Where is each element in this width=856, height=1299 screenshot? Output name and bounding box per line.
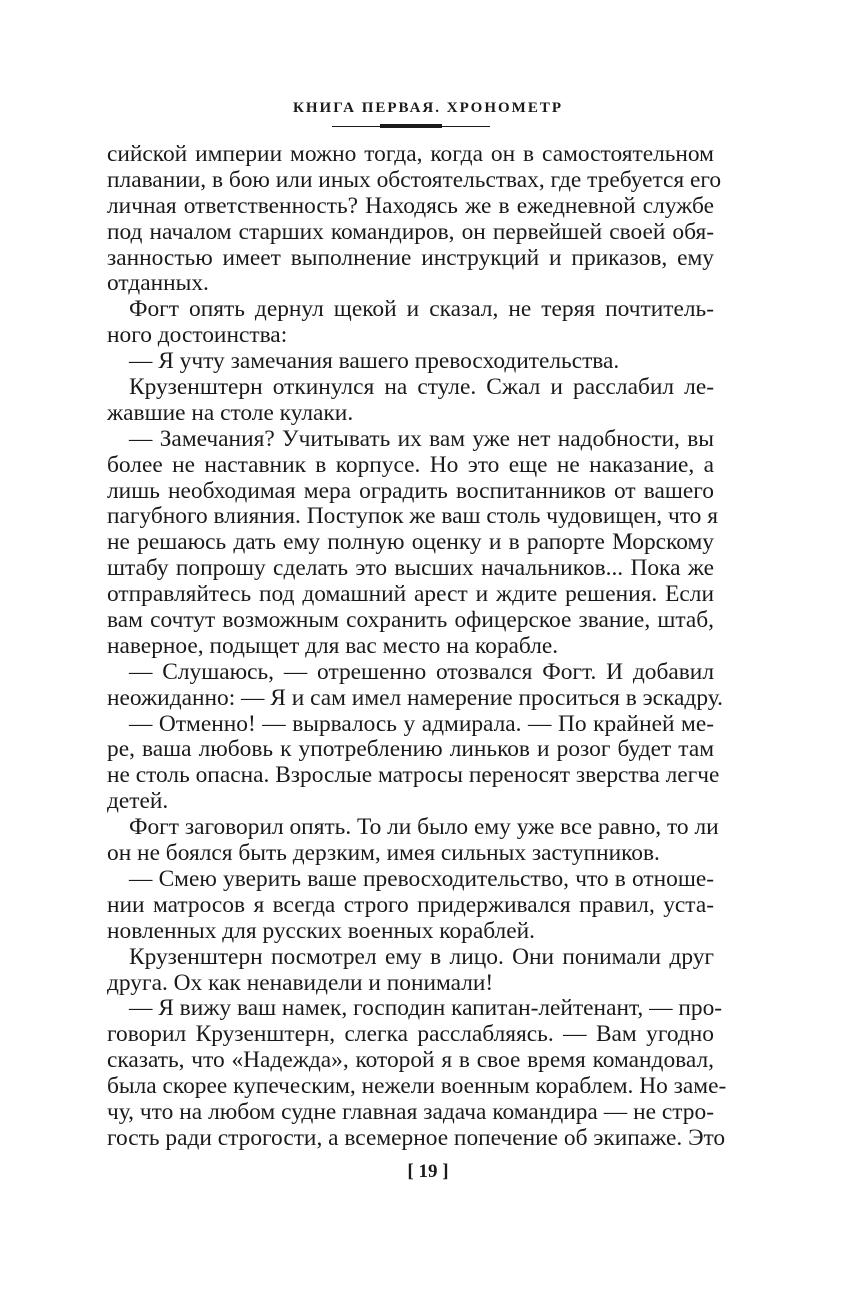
body-text: [107, 141, 727, 1152]
text-line: друга. Ох как ненавидели и понимали!: [107, 969, 494, 996]
text-line: неожиданно: — Я и сам имел намерение проситься в эскадру.: [107, 684, 723, 711]
text-line: отданных.: [107, 270, 209, 297]
header-rule-accent: [380, 124, 442, 128]
text-line: не решаюсь дать ему полную оценку и в рапорте Морскому: [107, 529, 714, 556]
text-line: занностью имеет выполнение инструкций и приказов, ему: [107, 244, 714, 271]
text-line: новленных для русских военных кораблей.: [107, 917, 535, 944]
text-line: вам сочтут возможным сохранить офицерское звание, штаб,: [107, 607, 714, 634]
page-number: [ 19 ]: [407, 1161, 449, 1182]
text-line: говорил Крузенштерн, слегка расслабляясь. — Вам угодно: [107, 1021, 714, 1048]
text-line: не столь опасна. Взрослые матросы переносят зверства легче: [107, 762, 720, 789]
text-line: чу, что на любом судне главная задача командира — не стро-: [107, 1098, 714, 1125]
text-line: была скорее купеческим, нежели военным кораблем. Но заме-: [107, 1073, 727, 1100]
running-header: [0, 97, 856, 117]
text-line: жавшие на столе кулаки.: [107, 399, 354, 426]
text-line: отправляйтесь под домашний арест и ждите решения. Если: [107, 581, 714, 608]
text-line: лишь необходимая мера оградить воспитанников от вашего: [107, 477, 714, 504]
text-line: пагубного влияния. Поступок же ваш столь чудовищен, что я: [107, 503, 718, 530]
text-line: нии матросов я всегда строго придерживался правил, уста-: [107, 891, 714, 918]
text-line: наверное, подыщет для вас место на корабле.: [107, 632, 559, 659]
text-line: под началом старших командиров, он первейшей своей обя-: [107, 218, 714, 245]
text-line: — Отменно! — вырвалось у адмирала. — По крайней ме-: [129, 710, 714, 737]
text-line: Фогт опять дернул щекой и сказал, не теряя почтитель-: [129, 296, 714, 323]
text-line: плавании, в бою или иных обстоятельствах, где требуется его: [107, 166, 722, 193]
text-line: Крузенштерн посмотрел ему в лицо. Они понимали друг: [129, 943, 714, 970]
text-line: — Слушаюсь, — отрешенно отозвался Фогт. И добавил: [129, 658, 714, 685]
text-line: гость ради строгости, а всемерное попечение об экипаже. Это: [107, 1124, 726, 1151]
text-line: сказать, что «Надежда», которой я в свое время командовал,: [107, 1047, 714, 1074]
running-title: КНИГА ПЕРВАЯ. ХРОНОМЕТР: [292, 100, 563, 116]
text-line: сийской империи можно тогда, когда он в самостоятельном: [107, 141, 714, 167]
text-line: ного достоинства:: [107, 322, 288, 349]
text-line: Фогт заговорил опять. То ли было ему уже все равно, то ли: [129, 814, 719, 841]
text-line: Крузенштерн откинулся на стуле. Сжал и расслабил ле-: [129, 374, 714, 401]
text-line: детей.: [107, 788, 169, 815]
text-line: — Я вижу ваш намек, господин капитан-лейтенант, — про-: [129, 995, 723, 1022]
text-line: он не боялся быть дерзким, имея сильных заступников.: [107, 840, 660, 867]
text-line: — Смею уверить ваше превосходительство, что в отноше-: [129, 865, 714, 892]
text-line: — Я учту замечания вашего превосходительства.: [129, 348, 620, 375]
text-line: ре, ваша любовь к употреблению линьков и розог будет там: [107, 736, 714, 763]
text-line: личная ответственность? Находясь же в ежедневной службе: [107, 192, 714, 219]
text-line: штабу попрошу сделать это высших начальников... Пока же: [107, 555, 714, 582]
text-line: более не наставник в корпусе. Но это еще не наказание, а: [107, 451, 714, 478]
text-line: — Замечания? Учитывать их вам уже нет надобности, вы: [129, 425, 714, 452]
